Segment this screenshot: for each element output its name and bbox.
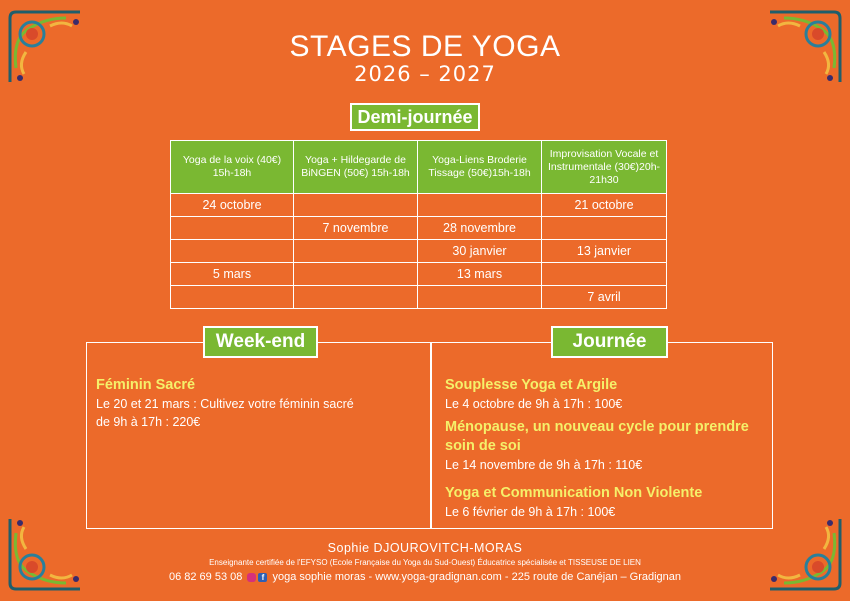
teacher-certification: Enseignante certifiée de l'EFYSO (Ecole Française du Yoga du Sud-Ouest) Éducatrice spécialisée et TISSEUSE DE LIEN — [209, 558, 641, 567]
weekend-item-title: Féminin Sacré — [96, 377, 196, 393]
table-cell: 21 octobre — [542, 194, 667, 217]
table-cell: 7 avril — [542, 286, 667, 309]
weekend-panel — [86, 342, 431, 529]
journee-item-detail: Le 14 novembre de 9h à 17h : 110€ — [445, 458, 643, 472]
weekend-label: Week-end — [203, 326, 318, 358]
table-cell — [294, 286, 418, 309]
table-cell — [418, 194, 542, 217]
table-cell: 7 novembre — [294, 217, 418, 240]
column-header: Yoga-Liens Broderie Tissage (50€)15h-18h — [418, 141, 542, 194]
table-cell — [171, 217, 294, 240]
column-header: Improvisation Vocale et Instrumentale (30€)20h-21h30 — [542, 141, 667, 194]
journee-item-title: Yoga et Communication Non Violente — [445, 485, 703, 501]
social-handle: yoga sophie moras — [272, 571, 366, 583]
table-cell — [418, 286, 542, 309]
phone-number: 06 82 69 53 08 — [168, 571, 243, 583]
table-cell — [171, 240, 294, 263]
facebook-icon: f — [258, 573, 267, 582]
journee-item-detail: Le 4 octobre de 9h à 17h : 100€ — [445, 397, 623, 411]
table-row — [171, 240, 667, 263]
table-cell — [171, 286, 294, 309]
journee-item — [445, 418, 770, 474]
table-header-row — [171, 141, 667, 194]
weekend-item-line: Le 20 et 21 mars : Cultivez votre féminin sacré — [96, 397, 354, 411]
journee-item — [445, 484, 765, 521]
journee-item-detail: Le 6 février de 9h à 17h : 100€ — [445, 505, 616, 519]
table-row — [171, 263, 667, 286]
separator: - — [504, 571, 509, 583]
table-row — [171, 217, 667, 240]
table-cell: 30 janvier — [418, 240, 542, 263]
journee-item-title-continued: soin de soi — [445, 438, 521, 454]
table-cell — [542, 217, 667, 240]
column-header: Yoga de la voix (40€) 15h-18h — [171, 141, 294, 194]
column-header: Yoga + Hildegarde de BiNGEN (50€) 15h-18h — [294, 141, 418, 194]
contact-line — [0, 571, 850, 583]
table-row — [171, 194, 667, 217]
table-cell — [542, 263, 667, 286]
teacher-name: Sophie DJOUROVITCH-MORAS — [327, 541, 523, 555]
weekend-item-line: de 9h à 17h : 220€ — [96, 415, 201, 429]
table-row — [171, 286, 667, 309]
page-title: STAGES DE YOGA — [289, 30, 561, 63]
journee-item — [445, 376, 765, 413]
separator: - — [368, 571, 373, 583]
website-link[interactable]: www.yoga-gradignan.com — [375, 571, 502, 583]
instagram-icon — [247, 573, 256, 582]
table-cell — [294, 194, 418, 217]
table-cell — [294, 240, 418, 263]
table-cell: 28 novembre — [418, 217, 542, 240]
demi-journee-label: Demi-journée — [350, 103, 480, 131]
demi-journee-table — [170, 140, 667, 309]
table-cell — [294, 263, 418, 286]
weekend-item — [96, 376, 426, 431]
table-cell: 24 octobre — [171, 194, 294, 217]
table-cell: 13 mars — [418, 263, 542, 286]
table-cell: 5 mars — [171, 263, 294, 286]
journee-item-title: Ménopause, un nouveau cycle pour prendre — [445, 419, 749, 435]
journee-item-title: Souplesse Yoga et Argile — [445, 377, 618, 393]
journee-label: Journée — [551, 326, 668, 358]
page-subtitle-years: 2026 – 2027 — [354, 62, 496, 86]
address: 225 route de Canéjan – Gradignan — [511, 571, 682, 583]
table-cell: 13 janvier — [542, 240, 667, 263]
